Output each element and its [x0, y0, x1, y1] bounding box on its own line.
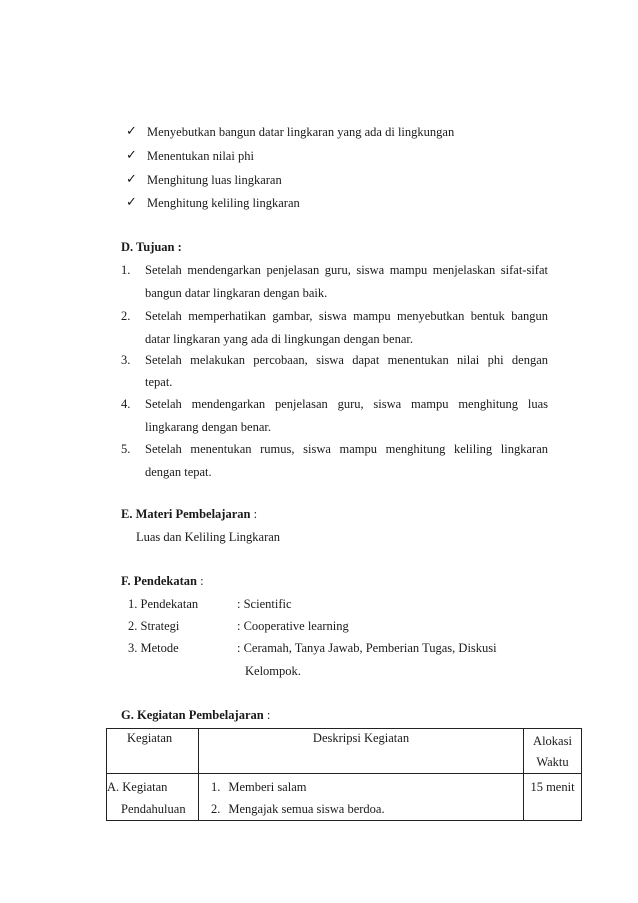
header-deskripsi: Deskripsi Kegiatan: [199, 729, 524, 774]
deskripsi-cell: [199, 774, 524, 821]
indicator-item: Menentukan nilai phi: [147, 149, 254, 163]
table-row: [107, 774, 582, 821]
indicator-item: Menyebutkan bangun datar lingkaran yang ada di lingkungan: [147, 125, 455, 139]
waktu-cell: 15 menit: [524, 774, 582, 821]
checkmark-icon: ✓: [126, 124, 137, 139]
list-item-line: Setelah mendengarkan penjelasan guru, siswa mampu menjelaskan sifat-sifat: [145, 263, 548, 277]
pendekatan-value: : Scientific: [237, 597, 292, 611]
pendekatan-label: 1. Pendekatan: [128, 597, 199, 611]
strategi-value: : Cooperative learning: [237, 619, 349, 633]
list-item-line: Setelah memperhatikan gambar, siswa mampu menyebutkan bentuk bangun: [145, 309, 548, 323]
checkmark-icon: ✓: [126, 148, 137, 163]
metode-value: : Ceramah, Tanya Jawab, Pemberian Tugas, Diskusi: [237, 641, 497, 655]
metode-value-continuation: Kelompok.: [245, 664, 301, 678]
strategi-label: 2. Strategi: [128, 619, 180, 633]
kegiatan-table: [106, 728, 582, 821]
list-item-line: Setelah mendengarkan penjelasan guru, siswa mampu menghitung luas: [145, 397, 548, 411]
list-number: 5.: [121, 442, 131, 456]
list-number: 2.: [121, 309, 131, 323]
kegiatan-cell: A. Kegiatan Pendahuluan: [107, 774, 199, 821]
list-number: 1.: [121, 263, 131, 277]
list-item-line: Setelah menentukan rumus, siswa mampu menghitung keliling lingkaran: [145, 442, 548, 456]
section-heading-pendekatan: F. Pendekatan :: [121, 574, 204, 588]
checkmark-icon: ✓: [126, 195, 137, 210]
list-number: 3.: [121, 353, 131, 367]
indicator-item: Menghitung luas lingkaran: [147, 173, 282, 187]
list-item-line: bangun datar lingkaran dengan baik.: [145, 286, 328, 300]
list-number: 4.: [121, 397, 131, 411]
section-heading-materi: E. Materi Pembelajaran :: [121, 507, 258, 521]
section-heading-kegiatan: G. Kegiatan Pembelajaran :: [121, 708, 271, 722]
list-item: 2. Mengajak semua siswa berdoa.: [211, 802, 385, 816]
list-item: 1. Memberi salam: [211, 780, 307, 794]
list-item-line: lingkarang dengan benar.: [145, 420, 271, 434]
header-kegiatan: Kegiatan: [107, 729, 199, 774]
materi-content: Luas dan Keliling Lingkaran: [136, 530, 281, 544]
list-item-line: tepat.: [145, 375, 173, 389]
indicator-item: Menghitung keliling lingkaran: [147, 196, 300, 210]
list-item-line: dengan tepat.: [145, 465, 212, 479]
list-item-line: datar lingkaran yang ada di lingkungan dengan benar.: [145, 332, 413, 346]
list-item-line: Setelah melakukan percobaan, siswa dapat menentukan nilai phi dengan: [145, 353, 548, 367]
table-header-row: [107, 729, 582, 774]
checkmark-icon: ✓: [126, 172, 137, 187]
header-alokasi: Alokasi Waktu: [524, 729, 582, 774]
metode-label: 3. Metode: [128, 641, 179, 655]
section-heading-tujuan: D. Tujuan :: [121, 240, 182, 254]
